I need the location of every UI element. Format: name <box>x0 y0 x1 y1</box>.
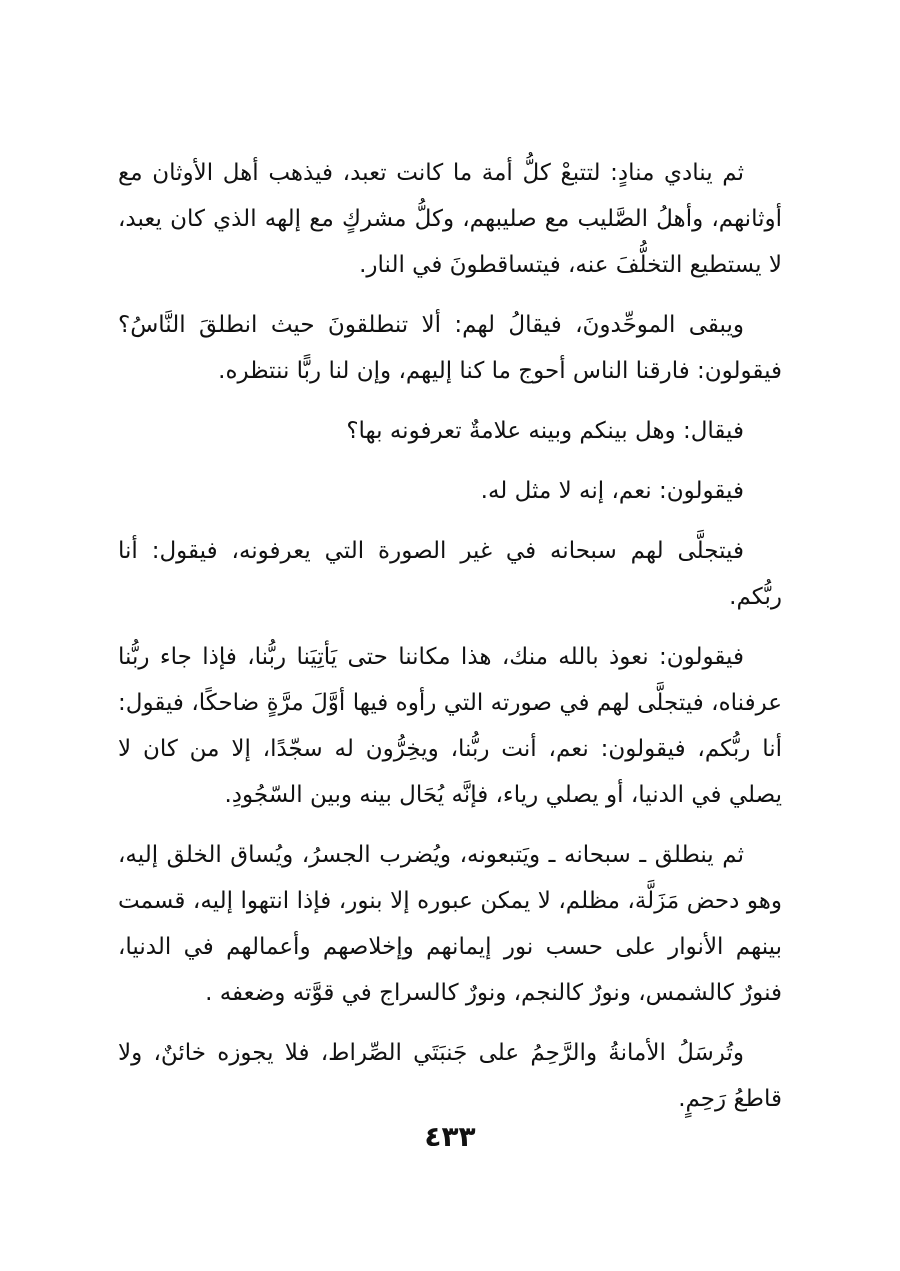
paragraph: فيتجلَّى لهم سبحانه في غير الصورة التي يعرفونه، فيقول: أنا ربُّكم. <box>118 538 782 610</box>
paragraph: ثم ينطلق ـ سبحانه ـ ويَتبعونه، ويُضرب الجسرُ، ويُساق الخلق إليه، وهو دحض مَزَلَّة، مظلم، لا يمكن عبوره إلا بنور، فإذا انتهوا إليه، قسمت بينهم الأنوار على حسب نور إيمانهم وإخلاصهم وأعمالهم في الدنيا، فنورٌ كالشمس، ونورٌ كالنجم، ونورٌ كالسراج في قوَّته وضعفه . <box>118 842 782 1006</box>
page-text-body <box>118 150 782 1136</box>
paragraph: وتُرسَلُ الأمانةُ والرَّحِمُ على جَنبَتَي الصِّراط، فلا يجوزه خائنٌ، ولا قاطعُ رَحِمٍ. <box>118 1040 782 1112</box>
paragraph: ويبقى الموحِّدونَ، فيقالُ لهم: ألا تنطلقونَ حيث انطلقَ النَّاسُ؟ فيقولون: فارقنا الناس أحوج ما كنا إليهم، وإن لنا ربًّا ننتظره. <box>118 312 782 384</box>
paragraph: فيقال: وهل بينكم وبينه علامةٌ تعرفونه بها؟ <box>346 418 744 444</box>
paragraph: ثم ينادي منادٍ: لتتبعْ كلُّ أمة ما كانت تعبد، فيذهب أهل الأوثان مع أوثانهم، وأهلُ الصَّليب مع صليبهم، وكلُّ مشركٍ مع إلهه الذي كان يعبد، لا يستطيع التخلُّفَ عنه، فيتساقطونَ في النار. <box>118 160 782 278</box>
page-number: ٤٣٣ <box>424 1120 476 1153</box>
paragraph: فيقولون: نعم، إنه لا مثل له. <box>480 478 744 504</box>
paragraph: فيقولون: نعوذ بالله منك، هذا مكاننا حتى يَأتِيَنا ربُّنا، فإذا جاء ربُّنا عرفناه، فيتجلَّى لهم في صورته التي رأوه فيها أوَّلَ مرَّةٍ ضاحكًا، فيقول: أنا ربُّكم، فيقولون: نعم، أنت ربُّنا، ويخِرُّون له سجّدًا، إلا من كان لا يصلي في الدنيا، أو يصلي رياء، فإنَّه يُحَال بينه وبين السّجُودِ. <box>118 644 782 808</box>
